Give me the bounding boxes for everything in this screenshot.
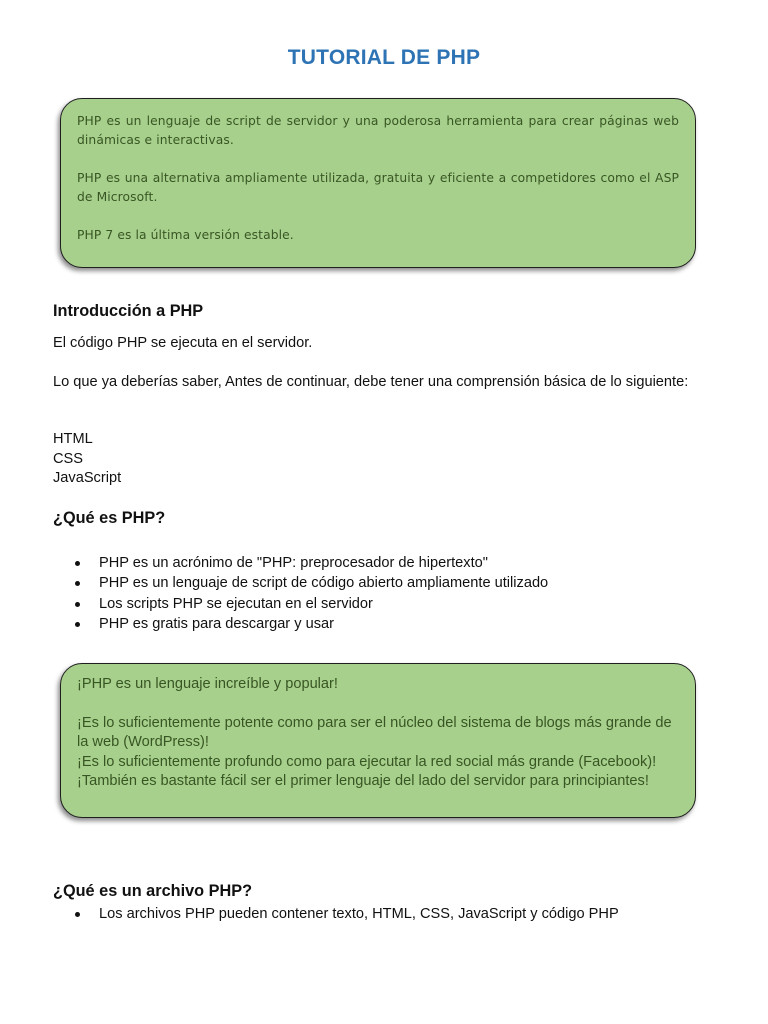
bullet-item [53,553,713,573]
intro-callout-box [60,98,696,268]
bullet-text: PHP es un lenguaje de script de código abierto ampliamente utilizado [99,575,549,592]
highlight-callout-paragraph: ¡PHP es un lenguaje increíble y popular! [77,676,338,692]
intro-callout-paragraph: PHP 7 es la última versión estable. [77,228,294,242]
bullet-icon [75,561,80,566]
intro-paragraph: El código PHP se ejecuta en el servidor. [53,335,313,351]
page-title: TUTORIAL DE PHP [287,46,481,69]
prerequisite-item: HTML [53,431,93,447]
bullet-item [53,904,713,924]
section-heading-what: ¿Qué es PHP? [53,509,166,527]
intro-callout-paragraph: PHP es un lenguaje de script de servidor y una poderosa herramienta para crear páginas web dinámicas e interactivas. [77,114,679,147]
bullet-text: PHP es un acrónimo de "PHP: preprocesador de hipertexto" [99,555,488,571]
section-heading-file: ¿Qué es un archivo PHP? [53,882,253,900]
what-bullet-list [53,553,713,634]
bullet-text: Los archivos PHP pueden contener texto, HTML, CSS, JavaScript y código PHP [99,906,619,922]
prerequisite-item: JavaScript [53,470,122,486]
intro-paragraph: Lo que ya deberías saber, Antes de continuar, debe tener una comprensión básica de lo siguiente: [53,374,689,390]
prerequisite-list [53,430,693,489]
intro-callout-paragraph: PHP es una alternativa ampliamente utilizada, gratuita y eficiente a competidores como el ASP de Microsoft. [77,171,679,204]
prerequisite-item: CSS [53,450,84,467]
bullet-icon [75,622,80,627]
bullet-text: PHP es gratis para descargar y usar [99,615,334,632]
highlight-callout-paragraph: ¡Es lo suficientemente potente como para ser el núcleo del sistema de blogs más grande de la web (WordPress)! [77,714,672,750]
bullet-item [53,573,713,593]
highlight-callout-paragraph: ¡Es lo suficientemente profundo como para ejecutar la red social más grande (Facebook)! [77,753,657,770]
bullet-icon [75,602,80,607]
bullet-item [53,614,713,634]
bullet-text: Los scripts PHP se ejecutan en el servidor [99,595,373,612]
bullet-item [53,594,713,614]
section-heading-intro: Introducción a PHP [53,302,204,320]
highlight-callout-box [60,663,696,818]
bullet-icon [75,581,80,586]
bullet-icon [75,912,80,917]
file-bullet-list [53,904,713,924]
highlight-callout-paragraph: ¡También es bastante fácil ser el primer lenguaje del lado del servidor para principiantes! [77,773,649,789]
